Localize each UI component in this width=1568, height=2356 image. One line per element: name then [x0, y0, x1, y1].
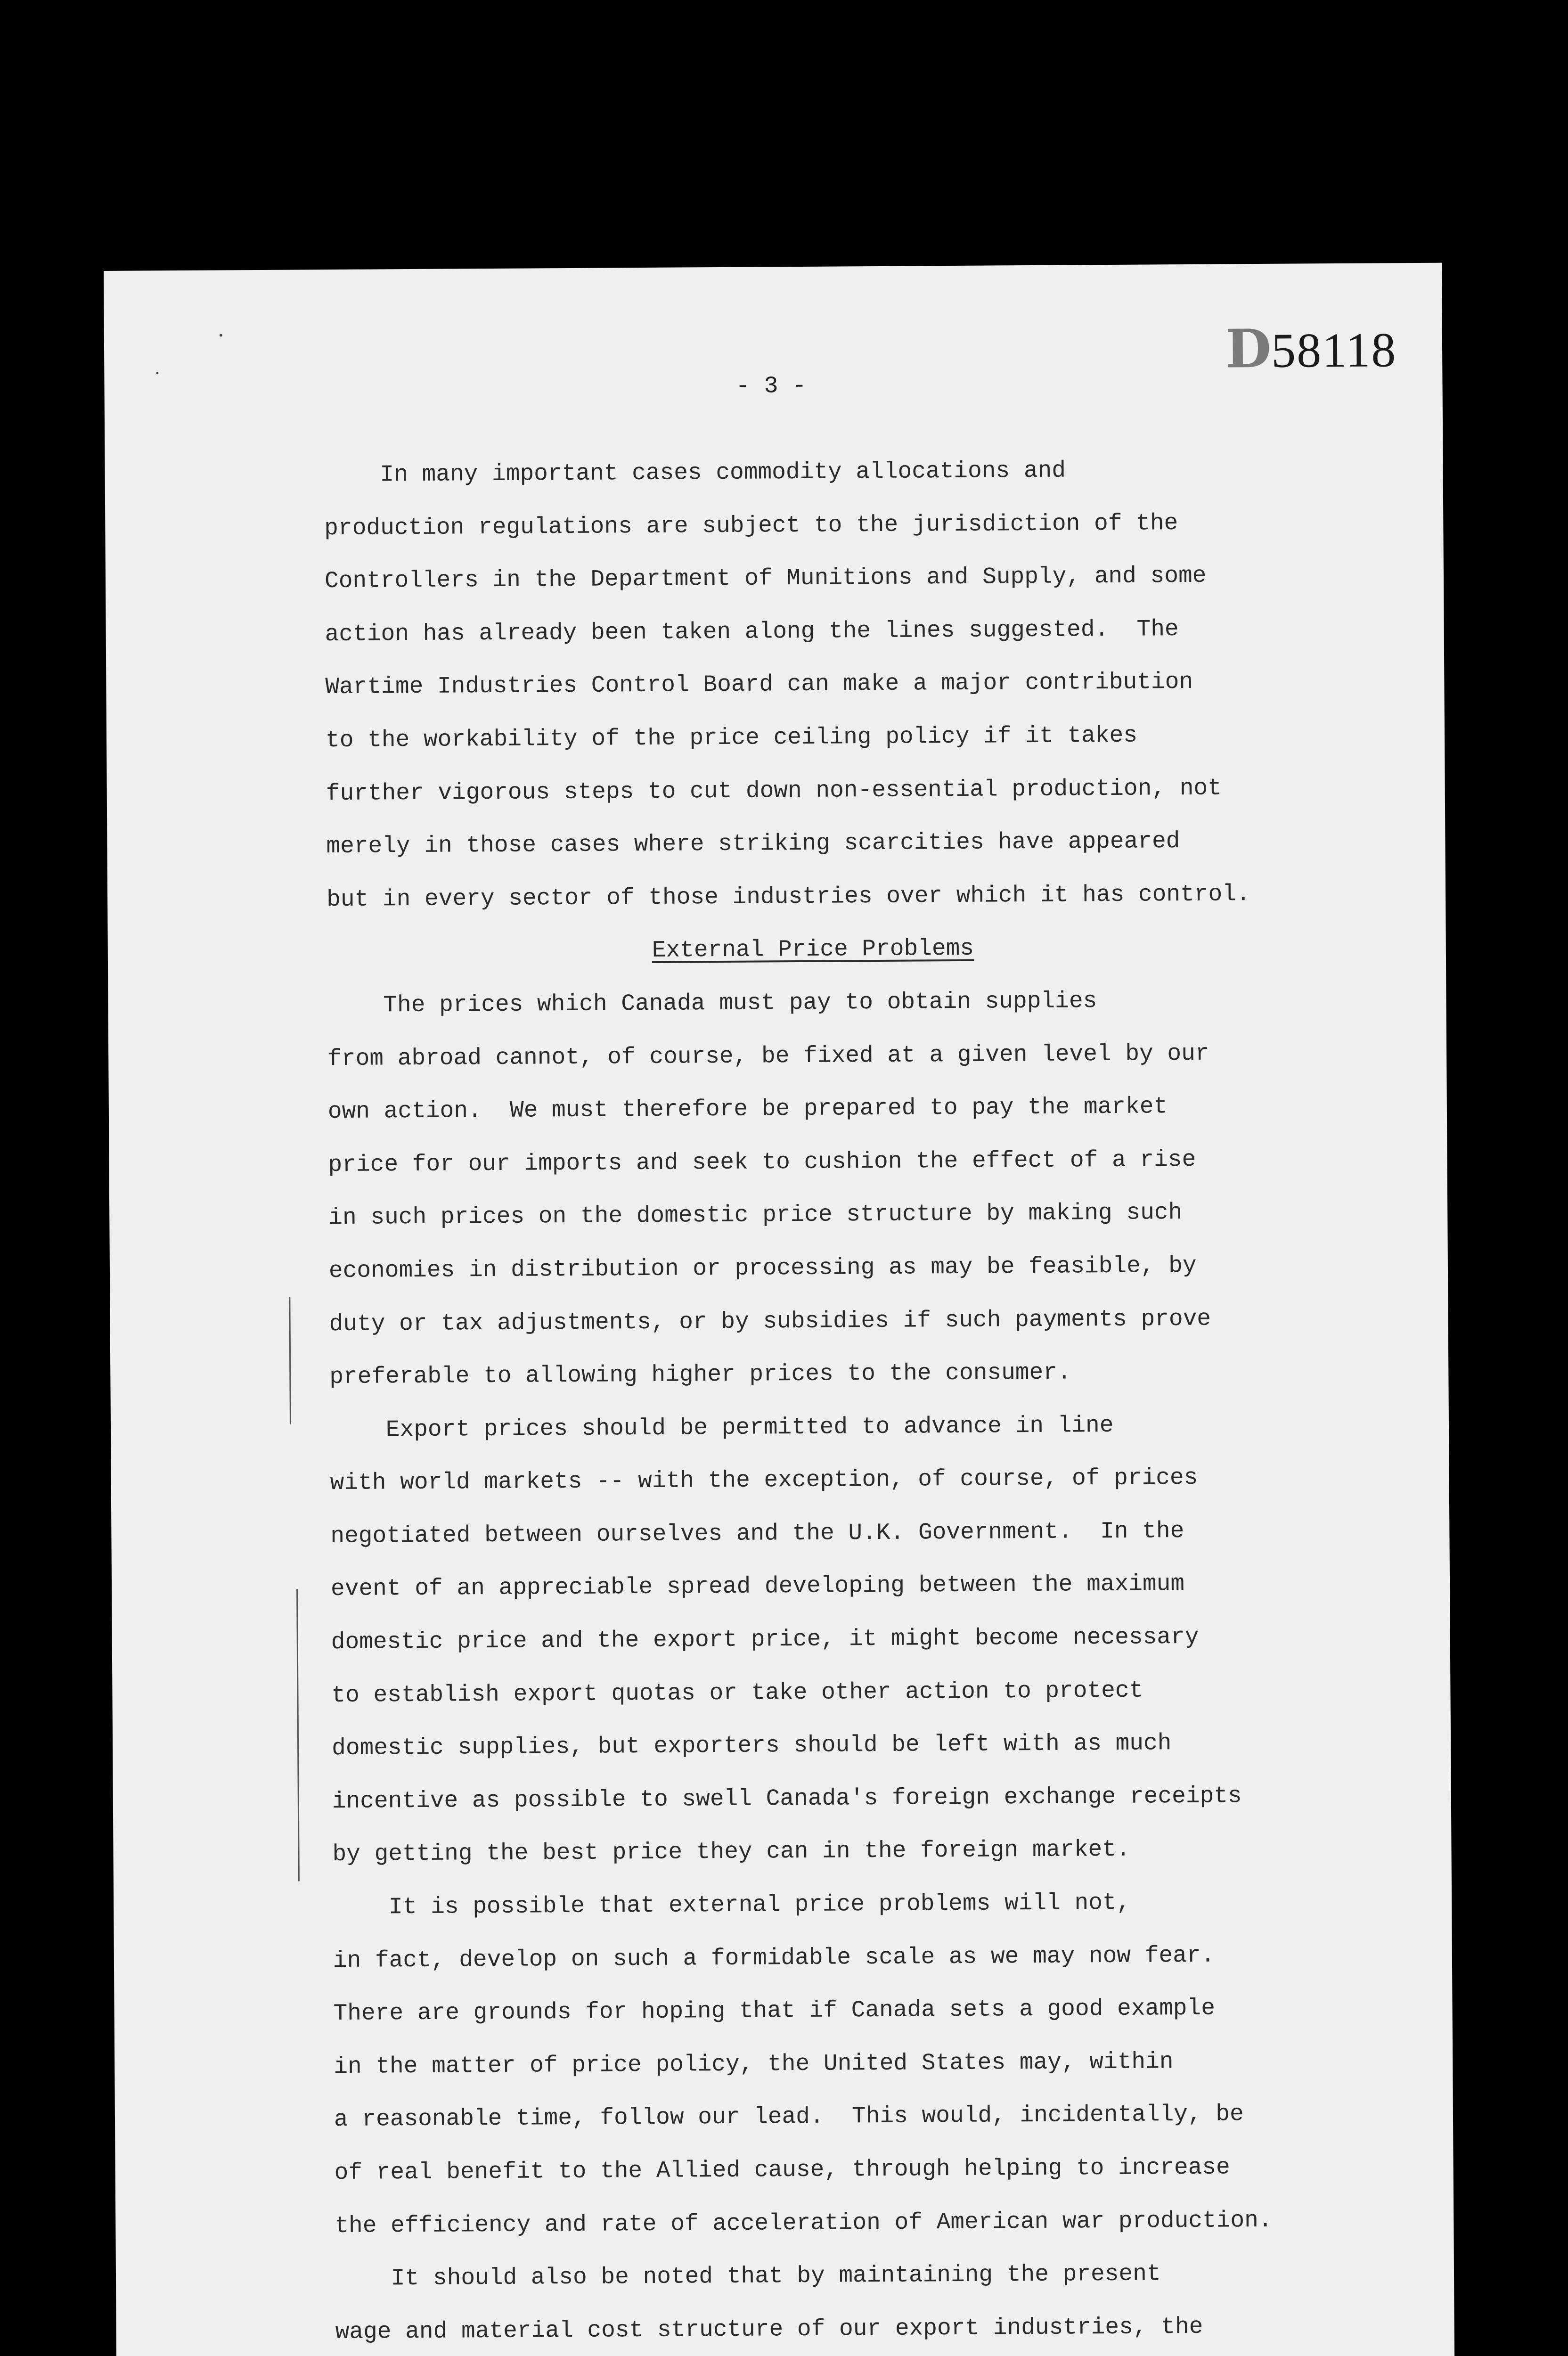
text-line: domestic price and the export price, it might become necessary	[331, 1623, 1199, 1656]
text-line: duty or tax adjustments, or by subsidies if such payments prove	[329, 1305, 1211, 1337]
text-line: by getting the best price they can in the foreign market.	[332, 1836, 1130, 1868]
stamp-letter: D	[1225, 318, 1272, 380]
text-line: in such prices on the domestic price structure by making such	[328, 1199, 1183, 1231]
section-heading-text: External Price Problems	[652, 935, 974, 964]
text-line: Export prices should be permitted to advance in line	[329, 1412, 1114, 1443]
document-page	[104, 263, 1455, 2356]
text-line: price for our imports and seek to cushion the effect of a rise	[328, 1146, 1196, 1178]
document-stamp	[1225, 317, 1397, 380]
text-line: There are grounds for hoping that if Canada sets a good example	[333, 1995, 1216, 2027]
margin-mark	[289, 1297, 291, 1424]
text-line: action has already been taken along the lines suggested. The	[325, 615, 1179, 647]
text-line: in fact, develop on such a formidable scale as we may now fear.	[333, 1942, 1215, 1974]
text-line: Controllers in the Department of Munitions and Supply, and some	[324, 562, 1207, 595]
text-line: production regulations are subject to the jurisdiction of the	[324, 509, 1178, 541]
text-line: a reasonable time, follow our lead. This would, incidentally, be	[334, 2101, 1244, 2133]
text-line: further vigorous steps to cut down non-essential production, not	[326, 775, 1222, 807]
text-line: In many important cases commodity allocations and	[324, 457, 1066, 489]
text-line: incentive as possible to swell Canada's foreign exchange receipts	[332, 1783, 1242, 1815]
text-line: negotiated between ourselves and the U.K. Government. In the	[330, 1517, 1184, 1549]
text-line: with world markets -- with the exception, of course, of prices	[330, 1464, 1198, 1497]
text-line: It is possible that external price problems will not,	[333, 1889, 1131, 1921]
page-number: - 3 -	[735, 372, 807, 400]
section-heading	[327, 919, 1468, 979]
paper-speck	[156, 372, 158, 374]
text-line: own action. We must therefore be prepared to pay the market	[327, 1093, 1168, 1125]
text-line: to establish export quotas or take other action to protect	[331, 1677, 1143, 1709]
text-line: of real benefit to the Allied cause, through helping to increase	[334, 2154, 1230, 2186]
text-line: economies in distribution or processing as may be feasible, by	[328, 1252, 1197, 1284]
text-line: in the matter of price policy, the United States may, within	[334, 2048, 1174, 2080]
text-line: to the workability of the price ceiling policy if it takes	[325, 722, 1138, 754]
text-line: the efficiency and rate of acceleration of American war production.	[335, 2207, 1273, 2239]
text-line: wage and material cost structure of our export industries, the	[335, 2313, 1203, 2345]
paper-speck	[220, 334, 222, 336]
margin-mark	[296, 1589, 300, 1882]
text-line: domestic supplies, but exporters should be left with as much	[331, 1730, 1172, 1762]
text-line: It should also be noted that by maintaining the present	[335, 2260, 1161, 2292]
text-line: but in every sector of those industries over which it has control.	[326, 880, 1250, 913]
text-line: from abroad cannot, of course, be fixed at a given level by our	[327, 1040, 1209, 1072]
text-line: event of an appreciable spread developing between the maximum	[330, 1571, 1185, 1603]
text-line: Wartime Industries Control Board can make a major contribution	[325, 669, 1193, 701]
text-line: preferable to allowing higher prices to the consumer.	[329, 1359, 1071, 1391]
stamp-number: 58118	[1271, 323, 1397, 378]
text-line: The prices which Canada must pay to obtain supplies	[327, 988, 1097, 1019]
document-body	[324, 442, 1476, 2356]
text-line: merely in those cases where striking scarcities have appeared	[326, 828, 1180, 860]
